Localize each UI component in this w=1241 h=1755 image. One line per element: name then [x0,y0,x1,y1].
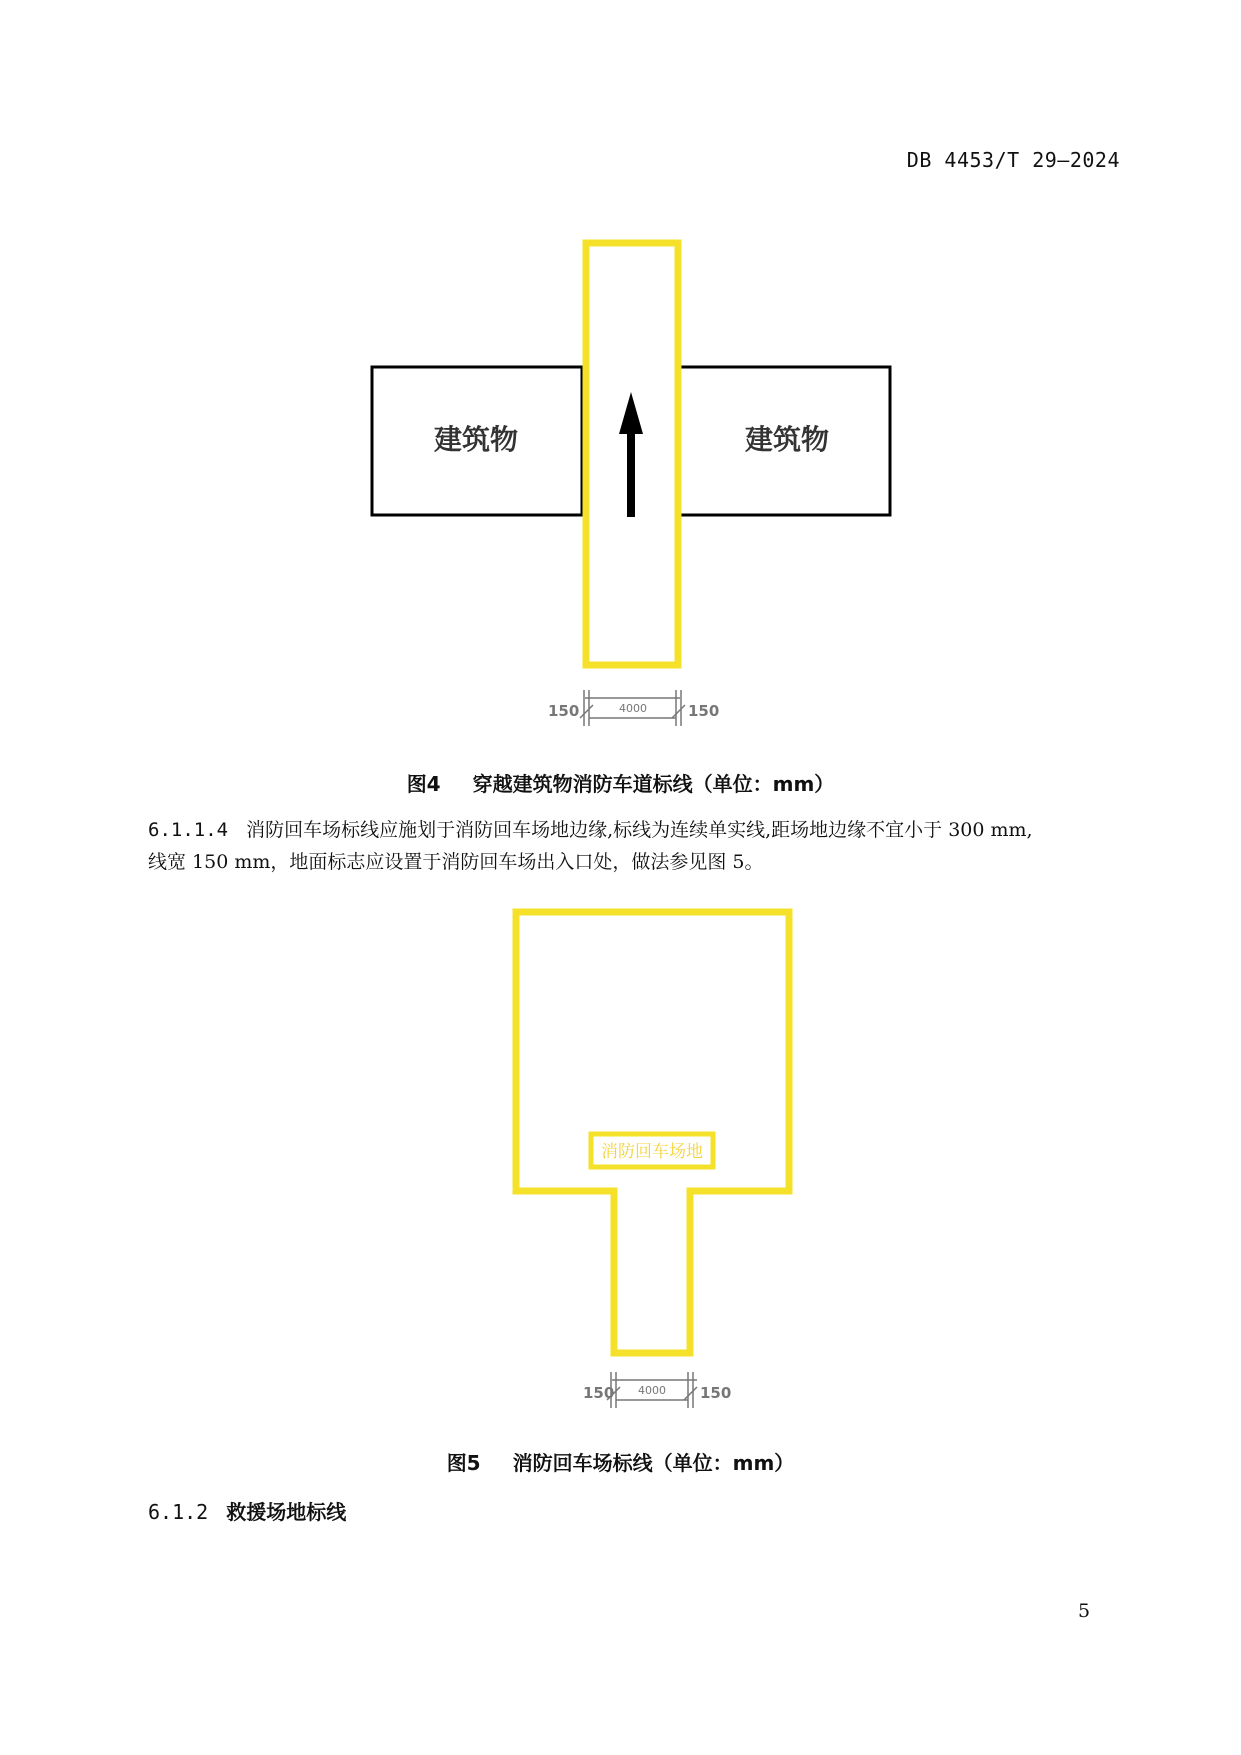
figure-5-caption-title: 消防回车场标线（单位：mm） [512,1451,795,1475]
document-code: DB 4453/T 29—2024 [906,148,1120,172]
section-6-1-2-heading [148,1496,346,1525]
figure-5-caption-number: 图5 [446,1451,481,1475]
fig4-dim-center: 4000 [619,702,647,715]
page-number: 5 [1078,1600,1091,1622]
fig5-dim-center: 4000 [638,1384,666,1397]
building-left-label: 建筑物 [433,423,519,456]
fig5-dim-left: 150 [583,1384,615,1402]
figure-4-caption-title: 穿越建筑物消防车道标线（单位：mm） [472,772,835,796]
turnaround-label: 消防回车场地 [601,1142,703,1162]
section-number: 6.1.2 [148,1500,209,1524]
fig5-dim-right: 150 [700,1384,732,1402]
fig4-dim-left: 150 [548,702,580,720]
section-title: 救援场地标线 [226,1500,347,1524]
figure-4-caption-number: 图4 [406,772,441,796]
paragraph-line-1: 消防回车场标线应施划于消防回车场地边缘,标线为连续单实线,距场地边缘不宜小于 300 mm, [246,819,1033,841]
fig4-dim-right: 150 [688,702,720,720]
building-right-label: 建筑物 [744,423,830,456]
paragraph-number: 6.1.1.4 [148,819,229,841]
paragraph-line-2: 线宽 150 mm，地面标志应设置于消防回车场出入口处，做法参见图 5。 [148,851,764,873]
figure-5-caption [0,1447,1241,1476]
